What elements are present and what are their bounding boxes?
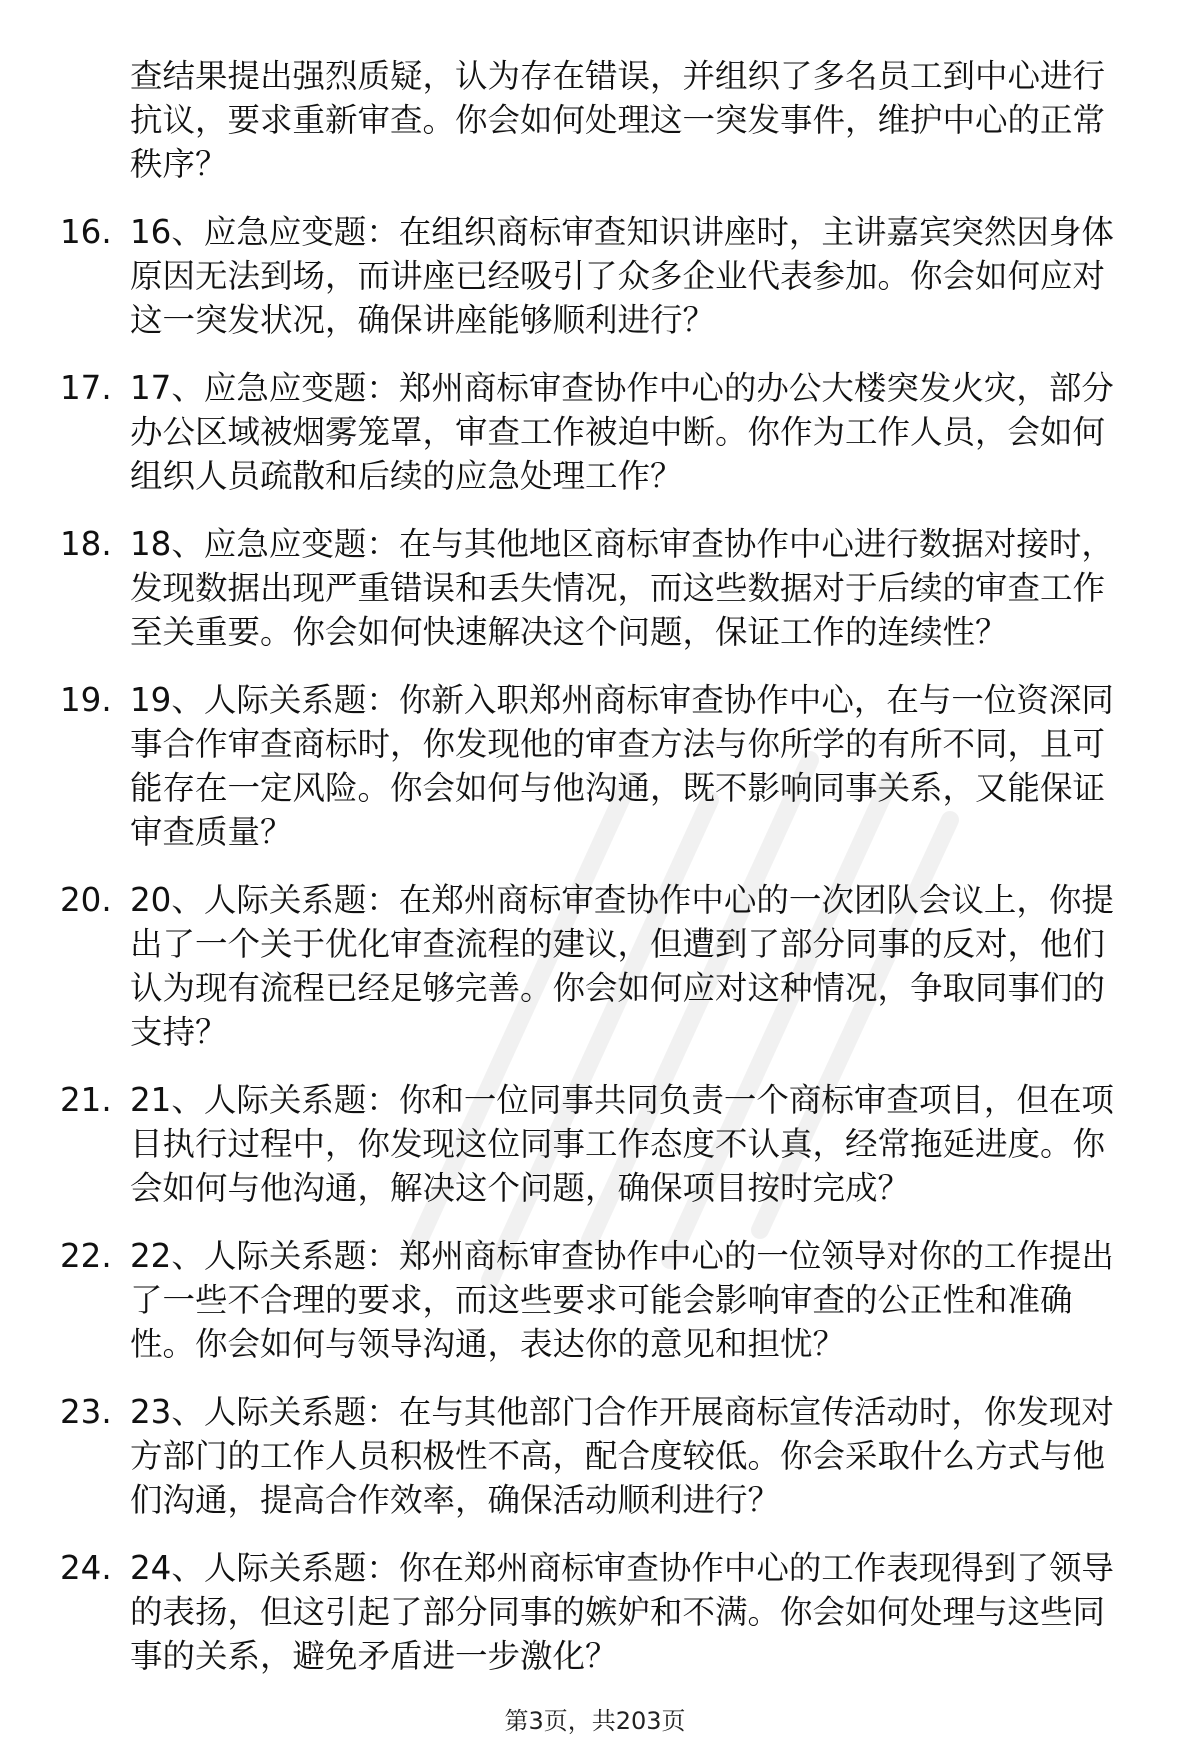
question-number: 21. bbox=[60, 1081, 112, 1119]
question-number: 18. bbox=[60, 525, 112, 563]
page-footer: 第3页，共203页 bbox=[504, 1707, 686, 1735]
question-text: 20、人际关系题：在郑州商标审查协作中心的一次团队会议上，你提出了一个关于优化审查流程的建议，但遭到了部分同事的反对，他们认为现有流程已经足够完善。你会如何应对这种情况，争取同事们的支持？ bbox=[130, 881, 1114, 1051]
question-number: 17. bbox=[60, 369, 112, 407]
question-number: 19. bbox=[60, 681, 112, 719]
question-text: 17、应急应变题：郑州商标审查协作中心的办公大楼突发火灾，部分办公区域被烟雾笼罩，审查工作被迫中断。你作为工作人员，会如何组织人员疏散和后续的应急处理工作？ bbox=[130, 369, 1114, 495]
list-item bbox=[60, 1234, 1150, 1366]
question-text: 21、人际关系题：你和一位同事共同负责一个商标审查项目，但在项目执行过程中，你发现这位同事工作态度不认真，经常拖延进度。你会如何与他沟通，解决这个问题，确保项目按时完成？ bbox=[130, 1081, 1114, 1207]
question-content bbox=[60, 54, 1150, 1702]
question-number: 20. bbox=[60, 881, 112, 919]
list-item bbox=[60, 522, 1150, 654]
question-number: 16. bbox=[60, 213, 112, 251]
list-item bbox=[60, 210, 1150, 342]
list-item bbox=[60, 1546, 1150, 1678]
question-number: 24. bbox=[60, 1549, 112, 1587]
list-item bbox=[60, 366, 1150, 498]
question-number: 23. bbox=[60, 1393, 112, 1431]
list-item bbox=[60, 678, 1150, 854]
question-list bbox=[60, 210, 1150, 1678]
question-text: 16、应急应变题：在组织商标审查知识讲座时，主讲嘉宾突然因身体原因无法到场，而讲座已经吸引了众多企业代表参加。你会如何应对这一突发状况，确保讲座能够顺利进行？ bbox=[130, 213, 1114, 339]
question-text: 22、人际关系题：郑州商标审查协作中心的一位领导对你的工作提出了一些不合理的要求，而这些要求可能会影响审查的公正性和准确性。你会如何与领导沟通，表达你的意见和担忧？ bbox=[130, 1237, 1114, 1363]
question-text: 19、人际关系题：你新入职郑州商标审查协作中心，在与一位资深同事合作审查商标时，你发现他的审查方法与你所学的有所不同，且可能存在一定风险。你会如何与他沟通，既不影响同事关系，又能保证审查质量？ bbox=[130, 681, 1114, 851]
question-number: 22. bbox=[60, 1237, 112, 1275]
continued-question-text: 查结果提出强烈质疑，认为存在错误，并组织了多名员工到中心进行抗议，要求重新审查。你会如何处理这一突发事件，维护中心的正常秩序？ bbox=[130, 57, 1106, 183]
list-item bbox=[60, 878, 1150, 1054]
question-text: 18、应急应变题：在与其他地区商标审查协作中心进行数据对接时，发现数据出现严重错误和丢失情况，而这些数据对于后续的审查工作至关重要。你会如何快速解决这个问题，保证工作的连续性？ bbox=[130, 525, 1114, 651]
list-item bbox=[60, 1390, 1150, 1522]
question-text: 23、人际关系题：在与其他部门合作开展商标宣传活动时，你发现对方部门的工作人员积极性不高，配合度较低。你会采取什么方式与他们沟通，提高合作效率，确保活动顺利进行？ bbox=[130, 1393, 1114, 1519]
list-item bbox=[60, 1078, 1150, 1210]
question-text: 24、人际关系题：你在郑州商标审查协作中心的工作表现得到了领导的表扬，但这引起了部分同事的嫉妒和不满。你会如何处理与这些同事的关系，避免矛盾进一步激化？ bbox=[130, 1549, 1114, 1675]
